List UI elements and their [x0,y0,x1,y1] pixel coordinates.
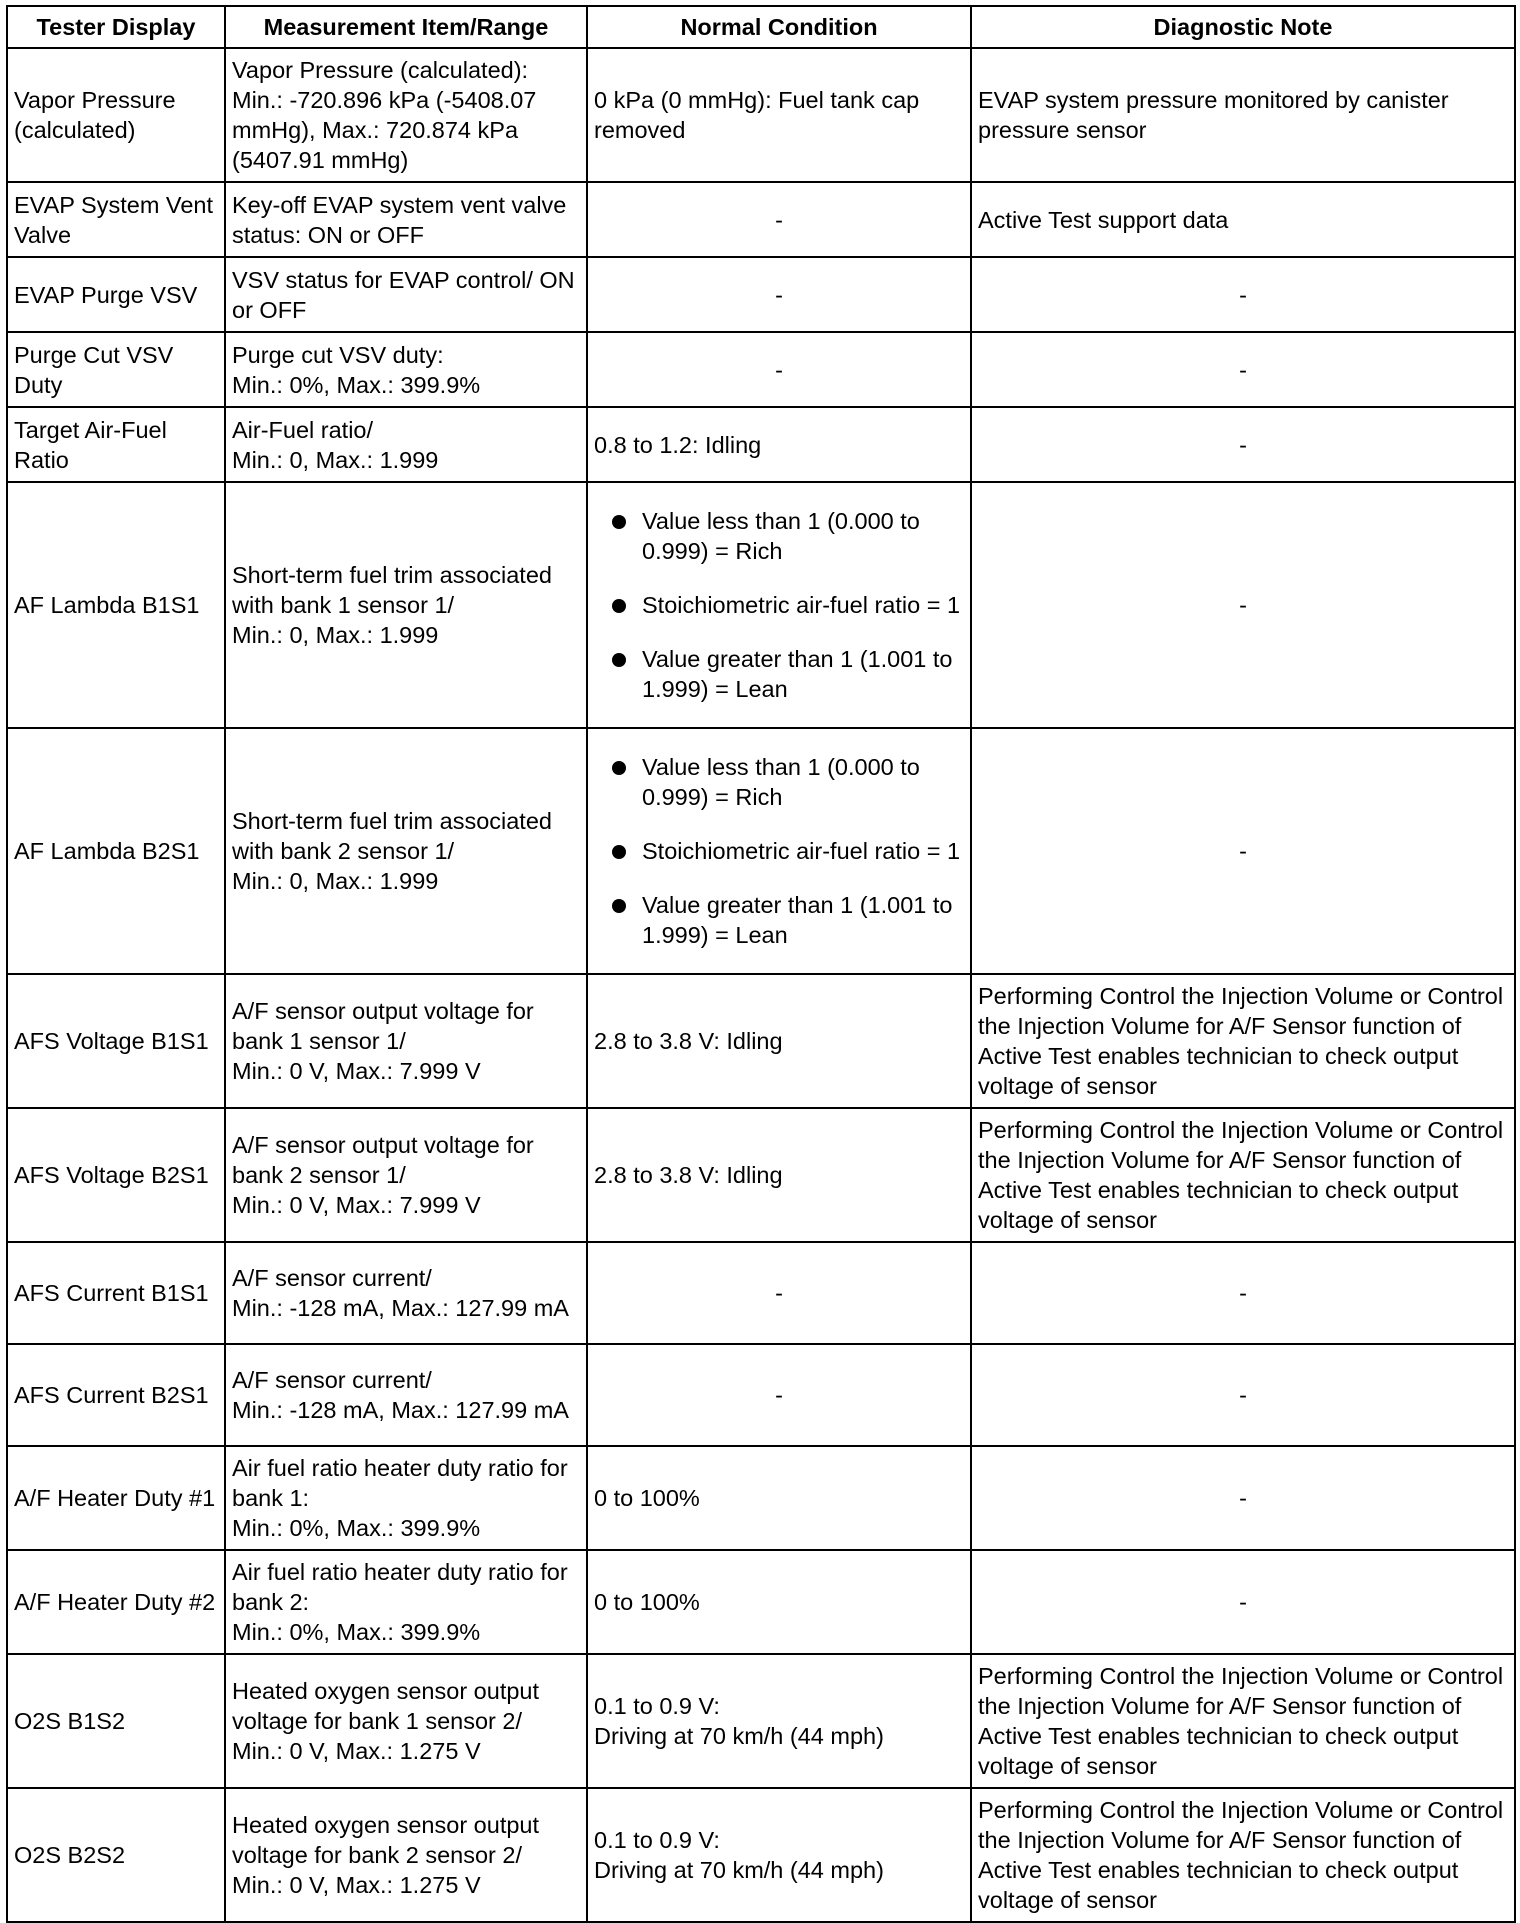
table-row [7,1344,1515,1446]
tester-display-cell: Purge Cut VSV Duty [7,332,225,407]
bullet-text: Value less than 1 (0.000 to 0.999) = Rich [642,508,920,564]
diagnostic-note-cell: - [971,332,1515,407]
header-normal-condition: Normal Condition [587,6,971,48]
measurement-item-cell [225,1242,587,1344]
measurement-range-line: Min.: 0 V, Max.: 1.275 V [232,1872,481,1898]
normal-condition-cell: 0 to 100% [587,1446,971,1550]
tester-display-cell: AF Lambda B2S1 [7,728,225,974]
table-row [7,482,1515,728]
normal-condition-line: 0.1 to 0.9 V: [594,1827,720,1853]
measurement-item-cell [225,1108,587,1242]
measurement-item-line: A/F sensor output voltage for bank 1 sensor 1/ [232,998,534,1054]
normal-condition-line: Driving at 70 km/h (44 mph) [594,1857,884,1883]
table-row [7,1654,1515,1788]
measurement-range-line: Min.: 0 V, Max.: 1.275 V [232,1738,481,1764]
measurement-range-line: Min.: 0%, Max.: 399.9% [232,1619,481,1645]
measurement-item-cell [225,407,587,482]
measurement-item-cell: Vapor Pressure (calculated): Min.: -720.896 kPa (-5408.07 mmHg), Max.: 720.874 kPa (5407.91 mmHg) [225,48,587,182]
measurement-item-line: A/F sensor output voltage for bank 2 sensor 1/ [232,1132,534,1188]
list-item [594,506,964,566]
diagnostic-note-cell: Performing Control the Injection Volume or Control the Injection Volume for A/F Sensor function of Active Test enables technician to check output voltage of sensor [971,1108,1515,1242]
condition-bullet-list [594,752,964,950]
normal-condition-cell: 0.8 to 1.2: Idling [587,407,971,482]
header-tester-display: Tester Display [7,6,225,48]
table-row [7,182,1515,257]
bullet-text: Value greater than 1 (1.001 to 1.999) = Lean [642,646,953,702]
measurement-item-line: Air fuel ratio heater duty ratio for bank 2: [232,1559,568,1615]
bullet-text: Value greater than 1 (1.001 to 1.999) = Lean [642,892,953,948]
table-row [7,1550,1515,1654]
measurement-item-cell: Key-off EVAP system vent valve status: ON or OFF [225,182,587,257]
bullet-icon [612,599,626,613]
measurement-range-line: Min.: -128 mA, Max.: 127.99 mA [232,1397,569,1423]
diagnostic-note-cell: Performing Control the Injection Volume or Control the Injection Volume for A/F Sensor function of Active Test enables technician to check output voltage of sensor [971,974,1515,1108]
measurement-item-cell [225,1446,587,1550]
table-row [7,1108,1515,1242]
normal-condition-cell: 2.8 to 3.8 V: Idling [587,1108,971,1242]
table-row [7,1242,1515,1344]
measurement-range-line: Min.: 0 V, Max.: 7.999 V [232,1058,481,1084]
normal-condition-cell: - [587,1344,971,1446]
tester-display-cell: AFS Current B2S1 [7,1344,225,1446]
bullet-text: Value less than 1 (0.000 to 0.999) = Rich [642,754,920,810]
diagnostic-note-cell: Performing Control the Injection Volume or Control the Injection Volume for A/F Sensor function of Active Test enables technician to check output voltage of sensor [971,1788,1515,1922]
normal-condition-cell: 2.8 to 3.8 V: Idling [587,974,971,1108]
diagnostic-note-cell: - [971,1550,1515,1654]
bullet-icon [612,653,626,667]
normal-condition-line: Driving at 70 km/h (44 mph) [594,1723,884,1749]
measurement-item-cell [225,1550,587,1654]
bullet-icon [612,845,626,859]
bullet-icon [612,515,626,529]
normal-condition-cell: - [587,332,971,407]
diagnostic-note-cell: - [971,1344,1515,1446]
table-row [7,974,1515,1108]
measurement-item-cell [225,332,587,407]
measurement-item-line: Short-term fuel trim associated with bank 2 sensor 1/ [232,808,552,864]
table-row [7,1788,1515,1922]
measurement-item-cell [225,482,587,728]
data-list-table [6,5,1516,1923]
tester-display-cell: EVAP System Vent Valve [7,182,225,257]
diagnostic-note-cell: EVAP system pressure monitored by canister pressure sensor [971,48,1515,182]
measurement-item-line: Heated oxygen sensor output voltage for bank 2 sensor 2/ [232,1812,540,1868]
normal-condition-cell: 0 kPa (0 mmHg): Fuel tank cap removed [587,48,971,182]
list-item [594,644,964,704]
normal-condition-cell: - [587,182,971,257]
measurement-item-line: A/F sensor current/ [232,1265,432,1291]
normal-condition-cell [587,482,971,728]
measurement-range-line: Min.: 0%, Max.: 399.9% [232,371,481,398]
tester-display-cell: AFS Current B1S1 [7,1242,225,1344]
diagnostic-note-cell: Active Test support data [971,182,1515,257]
measurement-item-cell [225,1654,587,1788]
bullet-text: Stoichiometric air-fuel ratio = 1 [642,838,961,864]
table-row [7,257,1515,332]
list-item [594,836,964,866]
normal-condition-cell: 0 to 100% [587,1550,971,1654]
normal-condition-cell [587,1654,971,1788]
measurement-range-line: Min.: 0, Max.: 1.999 [232,446,439,473]
measurement-range-line: Min.: 0%, Max.: 399.9% [232,1515,481,1541]
normal-condition-cell: - [587,257,971,332]
list-item [594,590,964,620]
measurement-range-line: Min.: -128 mA, Max.: 127.99 mA [232,1295,569,1321]
list-item [594,752,964,812]
measurement-item-cell [225,1788,587,1922]
bullet-text: Stoichiometric air-fuel ratio = 1 [642,592,961,618]
measurement-item-line: A/F sensor current/ [232,1367,432,1393]
tester-display-cell: O2S B2S2 [7,1788,225,1922]
diagnostic-note-cell: - [971,482,1515,728]
diagnostic-note-cell: - [971,1242,1515,1344]
diagnostic-note-cell: - [971,407,1515,482]
measurement-range-line: Min.: 0 V, Max.: 7.999 V [232,1192,481,1218]
measurement-item-cell [225,728,587,974]
condition-bullet-list [594,506,964,704]
measurement-item-line: Purge cut VSV duty: [232,341,444,368]
table-row [7,332,1515,407]
diagnostic-note-cell: - [971,1446,1515,1550]
diagnostic-note-cell: Performing Control the Injection Volume or Control the Injection Volume for A/F Sensor function of Active Test enables technician to check output voltage of sensor [971,1654,1515,1788]
normal-condition-cell [587,728,971,974]
tester-display-cell: Target Air-Fuel Ratio [7,407,225,482]
measurement-item-line: Heated oxygen sensor output voltage for bank 1 sensor 2/ [232,1678,540,1734]
tester-display-cell: A/F Heater Duty #2 [7,1550,225,1654]
measurement-item-cell [225,1344,587,1446]
measurement-item-line: Short-term fuel trim associated with bank 1 sensor 1/ [232,562,552,618]
table-row [7,728,1515,974]
measurement-range-line: Min.: 0, Max.: 1.999 [232,622,439,648]
tester-display-cell: EVAP Purge VSV [7,257,225,332]
tester-display-cell: Vapor Pressure (calculated) [7,48,225,182]
tester-display-cell: AFS Voltage B2S1 [7,1108,225,1242]
normal-condition-cell [587,1788,971,1922]
header-row [7,6,1515,48]
bullet-icon [612,761,626,775]
list-item [594,890,964,950]
measurement-item-line: Air fuel ratio heater duty ratio for bank 1: [232,1455,568,1511]
tester-display-cell: AFS Voltage B1S1 [7,974,225,1108]
tester-display-cell: O2S B1S2 [7,1654,225,1788]
normal-condition-line: 0.1 to 0.9 V: [594,1693,720,1719]
diagnostic-note-cell: - [971,257,1515,332]
table-row [7,48,1515,182]
header-diagnostic-note: Diagnostic Note [971,6,1515,48]
tester-display-cell: AF Lambda B1S1 [7,482,225,728]
table-row [7,407,1515,482]
header-measurement-item: Measurement Item/Range [225,6,587,48]
table-row [7,1446,1515,1550]
measurement-item-cell: VSV status for EVAP control/ ON or OFF [225,257,587,332]
measurement-item-cell [225,974,587,1108]
bullet-icon [612,899,626,913]
measurement-item-line: Air-Fuel ratio/ [232,416,374,443]
measurement-range-line: Min.: 0, Max.: 1.999 [232,868,439,894]
normal-condition-cell: - [587,1242,971,1344]
diagnostic-note-cell: - [971,728,1515,974]
tester-display-cell: A/F Heater Duty #1 [7,1446,225,1550]
